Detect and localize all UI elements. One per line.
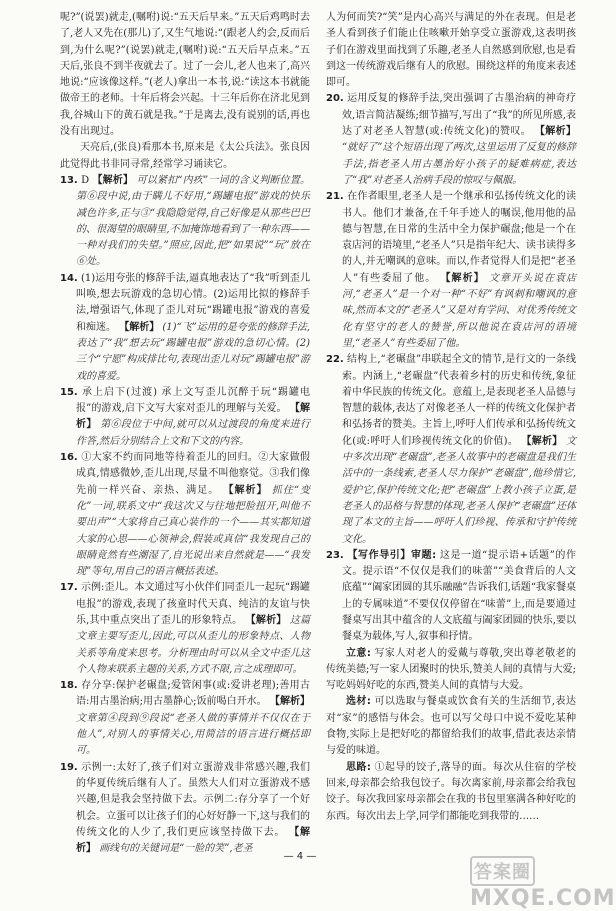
answer-text: (1)运用夸张的修辞手法,逼真地表达了“我”听到歪儿叫唤,想去玩游戏的急切心情。(2)运用比拟的修辞手法,增强语气,体现了歪儿对玩“踢罐电报”游戏的喜爱和痴迷。 (76, 272, 310, 333)
paragraph-text: 写家人对老人的爱戴与尊敬,突出尊老敬老的传统美德;写一家人团聚时的快乐,赞美人间的真情与大爱;写吃妈妈好吃的东西,赞美人间的真情与大爱。 (326, 647, 576, 692)
analysis-text: 文中多次出现“老碾盘”,老圣人故事中的老碾盘是我们生活中的一条线索,老圣人尽力保护“老碾盘”,他珍惜它,爱护它,保护传统文化;把“老碾盘”上教小孩子立蛋,是老圣人的品格与智慧的体现,老圣人保护“老碾盘”还体现了本文的主旨——呼吁人们珍视、传承和守护传统文化。 (342, 435, 576, 545)
question-number: 13. (60, 174, 78, 186)
question-15 (60, 385, 310, 450)
analysis-tag: 【解析】 (92, 174, 134, 186)
answer-text-extra: 承上文写歪儿沉醉于玩“踢罐电报”的游戏,启下文写大家对歪儿的理解与关爱。 (76, 386, 310, 415)
analysis-tag: 【解析】 (119, 321, 160, 333)
watermark-logo: 答案圈 (470, 856, 535, 886)
question-22 (326, 352, 576, 548)
question-number: 15. (60, 386, 78, 398)
analysis-tag: 【解析】 (223, 484, 268, 496)
site-watermark (470, 856, 616, 911)
analysis-continuation: 人为何而笑?“笑”是内心高兴与满足的外在表现。但是老圣人看到孩子们能止住咳嗽开始享受立蛋游戏,这表明孩子们在游戏里面找到了乐趣,老圣人自然感到欣慰,也是看到这一传统游戏后继有人的欣慰。围绕这样的角度来表述即可。 (326, 12, 576, 89)
analysis-tag: 【解析】 (534, 126, 577, 138)
question-16 (60, 450, 310, 580)
paragraph-label: 立意: (346, 647, 371, 659)
paragraph-label: 思路: (346, 761, 371, 773)
left-column (60, 10, 311, 855)
paragraph-outline (326, 760, 576, 825)
analysis-tag: 【解析】 (521, 435, 563, 447)
analysis-tag: 【解析】 (245, 614, 287, 626)
analysis-tag: 【解析】 (76, 403, 311, 431)
paragraph-theme (326, 646, 576, 695)
analysis-text: 第⑥段位于中间,就可以从过渡段的角度来进行作答,然后分别结合上文和下文的内容。 (76, 419, 310, 447)
answer-text: 这是一道“提示语+话题”的作文。提示语“不仅仅是我们的味蕾”“美食背后的人文底蕴”“阖家团圆的其乐融融”告诉我们,话题“我家餐桌上的专属味道”不要仅仅停留在“味蕾”上,而是要通过餐桌写出其中蕴含的人文底蕴与阖家团圆的快乐,要以餐桌为载体,写人,叙事和抒情。 (342, 549, 576, 643)
question-20 (326, 91, 576, 189)
question-number: 19. (60, 761, 78, 773)
page-number: — 4 — (283, 851, 317, 862)
question-13 (60, 173, 310, 271)
answer-text: ①大家不约而同地等待着歪儿的回归。②大家做假成真,情感微妙,歪儿出现,尽量不叫他察觉。③我们像先前一样兴奋、亲热、满足。 (76, 452, 310, 496)
question-number: 17. (60, 582, 78, 594)
analysis-tag: 【解析】 (269, 696, 311, 708)
paragraph-material (326, 694, 576, 759)
analysis-tag: 【解析】 (76, 826, 310, 855)
question-number: 21. (326, 191, 344, 203)
answer-text: 示例一:太好了,孩子们对立蛋游戏非常感兴趣,我们的华夏传统后继有人了。虽然大人们对立蛋游戏不感兴趣,但是我会坚持做下去。示例二:存分享了一个好机会。立蛋可以让孩子们的心好好静一下,这与我们的传统文化的人少了,我们更应该坚持做下去。 (76, 761, 310, 838)
paragraph-text: 可以选取与餐桌或饮食有关的生活细节,表达对“家”的感悟与体会。也可以写父母口中说不爱吃某种食物,实际上是把好吃的都留给我们的故事,借此表达亲情与爱的味道。 (326, 696, 576, 757)
paragraph-text: ①起导的饺子,落导的面。每次从住宿的学校回来,母亲都会给我包饺子。每次离家前,母亲都会给我包饺子。每次我回家母亲都会在我的书包里塞满各种好吃的东西。每次出去上学,同学们都能吃到我带的…… (326, 761, 576, 822)
question-23 (326, 548, 576, 646)
analysis-text: (1)“飞”运用的是夸张的修辞手法,表达了“我”想去玩“踢罐电报”游戏的急切心情。(2)三个“宁愿”构成排比句,表现出歪儿对玩“踢罐电报”游戏的喜爱。 (76, 321, 311, 382)
question-number: 14. (60, 272, 78, 284)
translation-summary: 天亮后,(张良)看那本书,原来是《太公兵法》。张良因此觉得此书非同寻常,经常学习诵读它。 (60, 142, 310, 170)
analysis-text: 画线句的关键词是“一脸的笑”,老圣 (99, 843, 253, 855)
right-column (326, 10, 576, 850)
question-number: 18. (60, 680, 78, 692)
answer-text: 存分享:保护老碾盘;爱管闲事(或:爱讲老理);善用古语:用古墨治病;用古墨静心;饭前喝白开水。 (76, 680, 310, 708)
question-number: 22. (326, 354, 344, 366)
analysis-text: 可以紧扣“内疚”一词的含义判断位置。第⑥段中说,由于瞒儿不好用,“踢罐电报”游戏的快乐减色许多,正与③“我隐隐觉得,自己好像是从那些巴巴的、很渴望的眼睛里,不加掩饰地看到了一种东西——一种对我们的失望。”照应,因此,把“如果说”“玩”放在⑥处。 (76, 174, 311, 268)
question-number: 20. (326, 93, 344, 105)
analysis-text: 文章第④段到⑨段说“老圣人做的事情并不仅仅在于他人”,对别人的事情关心,用简洁的语言进行概括即可。 (76, 712, 310, 757)
question-14 (60, 271, 310, 385)
question-18 (60, 678, 310, 759)
analysis-text: 抓住“变化”一词,联系文中“我这次又与往地把脸扭开,叫他不要出声”“大家将自己真心装作的一个——其实都知道大家的心思——心领神会,假装或真信“我发现自己的眼睛竟然有些潮湿了,自光说出来自然就是——“我发现”等句,用自己的语言概括表述。 (76, 484, 310, 578)
translation-intro: 呢?”(说罢)就走,(嘱咐)说:“五天后早来。”五天后鸡鸣时去了,老人又先在(那儿)了,又生气地说:“(跟老人约会,反而后到,为什么呢?”(说罢)就走,(嘱咐)说:“五天后早点来。”五天后,张良不到半夜就去了。过了一会儿,老人也来了,高兴地说:“应该像这样。”(老人)拿出一本书,说:“读这本书就能做帝王的老师。十年后将会兴起。十三年后你在济北见到我,谷城山下的黄石就是我。”于是离去,没有说别的话,再也没有出现过。 (60, 12, 310, 138)
watermark-text: MXQE.COM (470, 886, 616, 911)
analysis-tag: 【解析】 (440, 272, 485, 284)
answer-text: 结构上,“老碾盘”串联起全文的情节,是行文的一条线索。内涵上,“老碾盘”代表着乡村的历史和传统,象征着中华民族的传统文化。意蕴上,是表现老圣人品德与智慧的载体,表达了对像老圣人一样的传统文化保护者和弘扬者的赞美。主旨上,呼吁人们传承和弘扬传统文化(或:呼吁人们珍视传统文化的价值)。 (342, 354, 576, 447)
answer-text: 在作者眼里,老圣人是一个继承和弘扬传统文化的读书人。他们才兼备,在千年手迹人的嘱误,他用他的品德与智慧,在日常的生活中全力保护碾盘;他是一个在袁店河的语境里,“老圣人”只是指年纪大、读书读得多的人,并无嘲讽的意味。而以,作者觉得人们是把“老圣人”有些委屈了他。 (342, 191, 576, 284)
question-number: 23. (326, 549, 344, 561)
question-21 (326, 189, 576, 352)
analysis-text: “就好了”这个短语出现了两次,这里运用了反复的修辞手法,指老圣人用古墨治好小孩子的疑难病症,表达了“我”对老圣人治病手段的惊叹与佩服。 (342, 142, 576, 186)
paragraph-label: 选材: (346, 696, 371, 708)
question-19 (60, 760, 310, 858)
question-number: 16. (60, 452, 78, 464)
question-17 (60, 580, 310, 678)
answer-text: 示例:歪儿。本文通过写小伙伴们同歪儿一起玩“踢罐电报”的游戏,表现了孩童时代天真、纯洁的友谊与快乐,其中重点突出了歪儿的形象特点。 (76, 582, 311, 626)
writing-guide-tag: 【写作导引】审题: (347, 549, 437, 561)
analysis-text: 这篇文章主要写歪儿,因此,可以从歪儿的形象特点、人物关系等角度来思考。分析理由时可以从全文中歪儿这个人物来联系主题的关系,方式不限,言之成理即可。 (76, 614, 311, 675)
analysis-text: 文章开头说在袁店河,“老圣人”是一个对一种“不好”有讽刺和嘲讽的意味,然而本文的“老圣人”又是对有学问、对优秀传统文化有坚守的老人的赞誉,所以他说在袁店河的语境里,“老圣人”有些委屈了他。 (342, 272, 576, 349)
answer-text: 承上启下(过渡) (81, 386, 158, 398)
answer-text: 运用反复的修辞手法,突出强调了古墨治病的神奇疗效,语言简洁凝练;细节描写,写出了“我”的所见所感,表达了对老圣人智慧(或:传统文化)的赞叹。 (342, 93, 576, 138)
answer-text: D (81, 174, 90, 186)
